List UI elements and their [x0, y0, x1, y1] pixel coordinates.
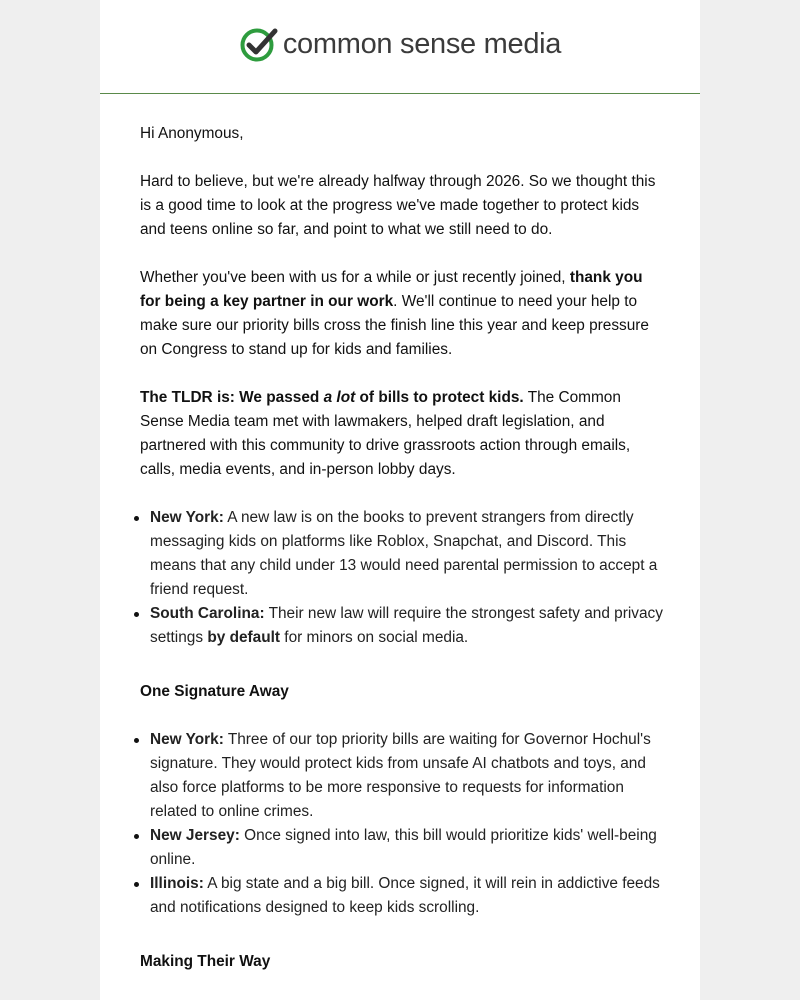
list-item: New York: Three of our top priority bills are waiting for Governor Hochul's signature. They would protect kids from unsafe AI chatbots and toys, and also force platforms to be more responsive to requests for information related to online crimes. [150, 728, 666, 824]
paragraph-intro: Hard to believe, but we're already halfway through 2026. So we thought this is a good time to look at the progress we've made together to protect kids and teens online so far, and point to what we still need to do. [140, 173, 656, 238]
email-header [100, 0, 700, 94]
list-item: South Carolina: Their new law will require the strongest safety and privacy settings by default for minors on social media. [150, 602, 666, 650]
section-title-making-their-way: Making Their Way [140, 953, 271, 970]
passed-bills-list [140, 506, 666, 650]
email-card [100, 0, 700, 1000]
list-item: New York: A new law is on the books to prevent strangers from directly messaging kids on platforms like Roblox, Snapchat, and Discord. This means that any child under 13 would need parental permission to accept a friend request. [150, 506, 666, 602]
paragraph-tldr: The TLDR is: We passed a lot of bills to protect kids. The Common Sense Media team met with lawmakers, helped draft legislation, and partnered with this community to drive grassroots action through emails, calls, media events, and in-person lobby days. [140, 389, 631, 478]
checkmark-logo-icon [239, 27, 279, 63]
greeting: Hi Anonymous, [140, 125, 244, 142]
brand-name: common sense media [282, 28, 562, 60]
list-item: New Jersey: Once signed into law, this bill would prioritize kids' well-being online. [150, 824, 666, 872]
brand-logo[interactable] [239, 27, 561, 63]
pending-signature-list [140, 728, 666, 920]
section-title-signature: One Signature Away [140, 683, 289, 700]
paragraph-thanks: Whether you've been with us for a while or just recently joined, thank you for being a key partner in our work. We'll continue to need your help to make sure our priority bills cross the finish line this year and keep pressure on Congress to stand up for kids and families. [140, 269, 649, 358]
email-body [100, 94, 700, 974]
list-item: Illinois: A big state and a big bill. Once signed, it will rein in addictive feeds and notifications designed to keep kids scrolling. [150, 872, 666, 920]
